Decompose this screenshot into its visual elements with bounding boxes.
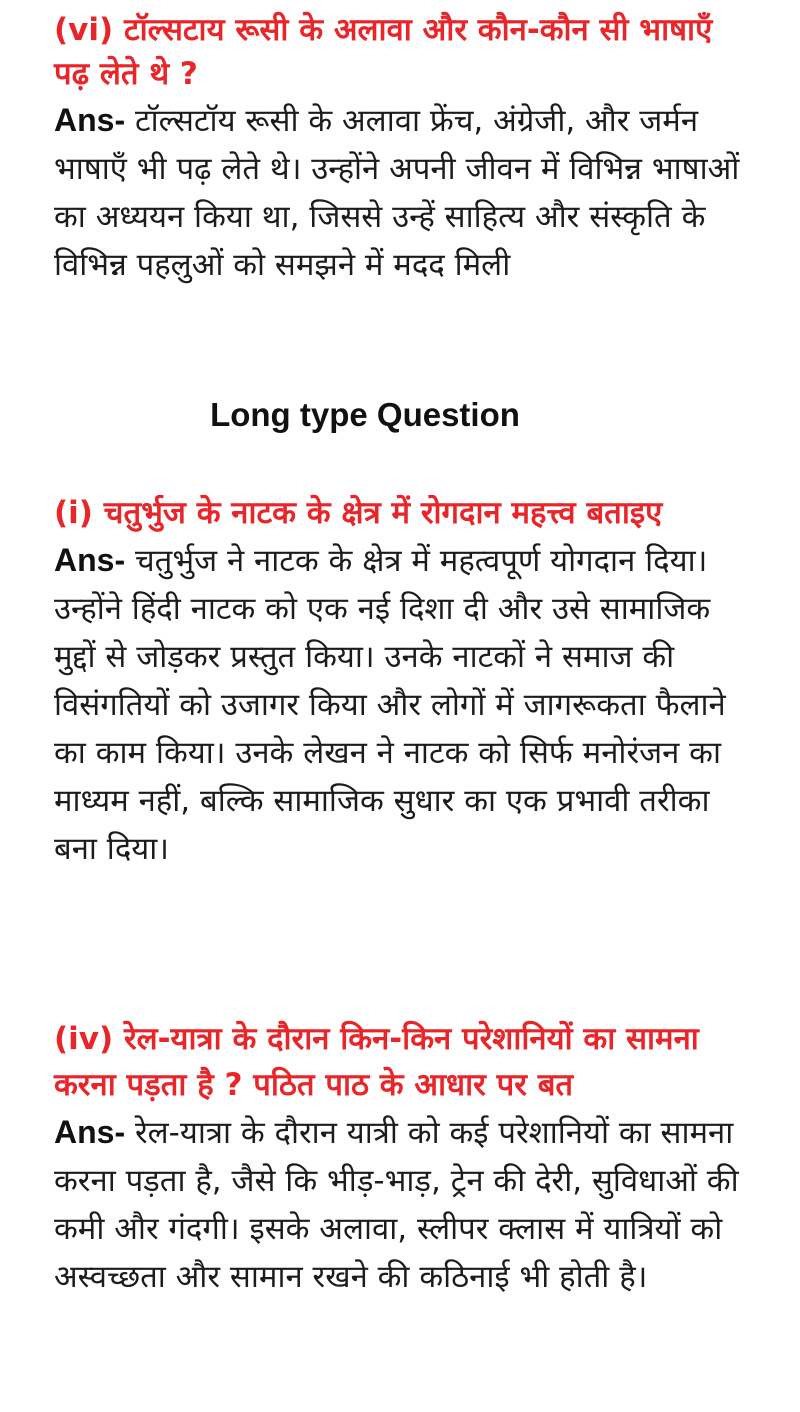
- answer-paragraph: [54, 96, 754, 289]
- qa-block: [54, 8, 754, 289]
- answer-text: रेल-यात्रा के दौरान यात्री को कई परेशानियों का सामना करना पड़ता है, जैसे कि भीड़-भाड़, ट्रेन की देरी, सुविधाओं की कमी और गंदगी। इसके अलावा, स्लीपर क्लास में यात्रियों को अस्वच्छता और सामान रखने की कठिनाई भी होती है।: [54, 1115, 739, 1295]
- qa-block: [54, 1016, 754, 1301]
- question-text: (vi) टॉल्सटाय रूसी के अलावा और कौन-कौन सी भाषाएँ पढ़ लेते थे ?: [54, 12, 713, 92]
- answer-text: टॉल्सटॉय रूसी के अलावा फ्रेंच, अंग्रेजी, और जर्मन भाषाएँ भी पढ़ लेते थे। उन्होंने अपनी जीवन में विभिन्न भाषाओं का अध्ययन किया था, जिससे उन्हें साहित्य और संस्कृति के विभिन्न पहलुओं को समझने में मदद मिली: [54, 103, 740, 283]
- answer-paragraph: [54, 536, 754, 873]
- answer-text: चतुर्भुज ने नाटक के क्षेत्र में महत्वपूर्ण योगदान दिया। उन्होंने हिंदी नाटक को एक नई दिशा दी और उसे सामाजिक मुद्दों से जोड़कर प्रस्तुत किया। उनके नाटकों ने समाज की विसंगतियों को उजागर किया और लोगों में जागरूकता फैलाने का काम किया। उनके लेखन ने नाटक को सिर्फ मनोरंजन का माध्यम नहीं, बल्कि सामाजिक सुधार का एक प्रभावी तरीका बना दिया।: [54, 543, 726, 867]
- ans-label: Ans-: [54, 542, 126, 578]
- section-heading: Long type Question: [210, 396, 520, 433]
- question-text: (i) चतुर्भुज के नाटक के क्षेत्र में रोगदान महत्त्व बताइए: [54, 495, 663, 531]
- ans-label: Ans-: [54, 1114, 126, 1150]
- question-text: (iv) रेल-यात्रा के दौरान किन-किन परेशानियों का सामना करना पड़ता है ? पठित पाठ के आधार पर बत: [54, 1021, 699, 1103]
- answer-paragraph: [54, 1108, 754, 1301]
- qa-block: [54, 490, 754, 873]
- ans-label: Ans-: [54, 102, 126, 138]
